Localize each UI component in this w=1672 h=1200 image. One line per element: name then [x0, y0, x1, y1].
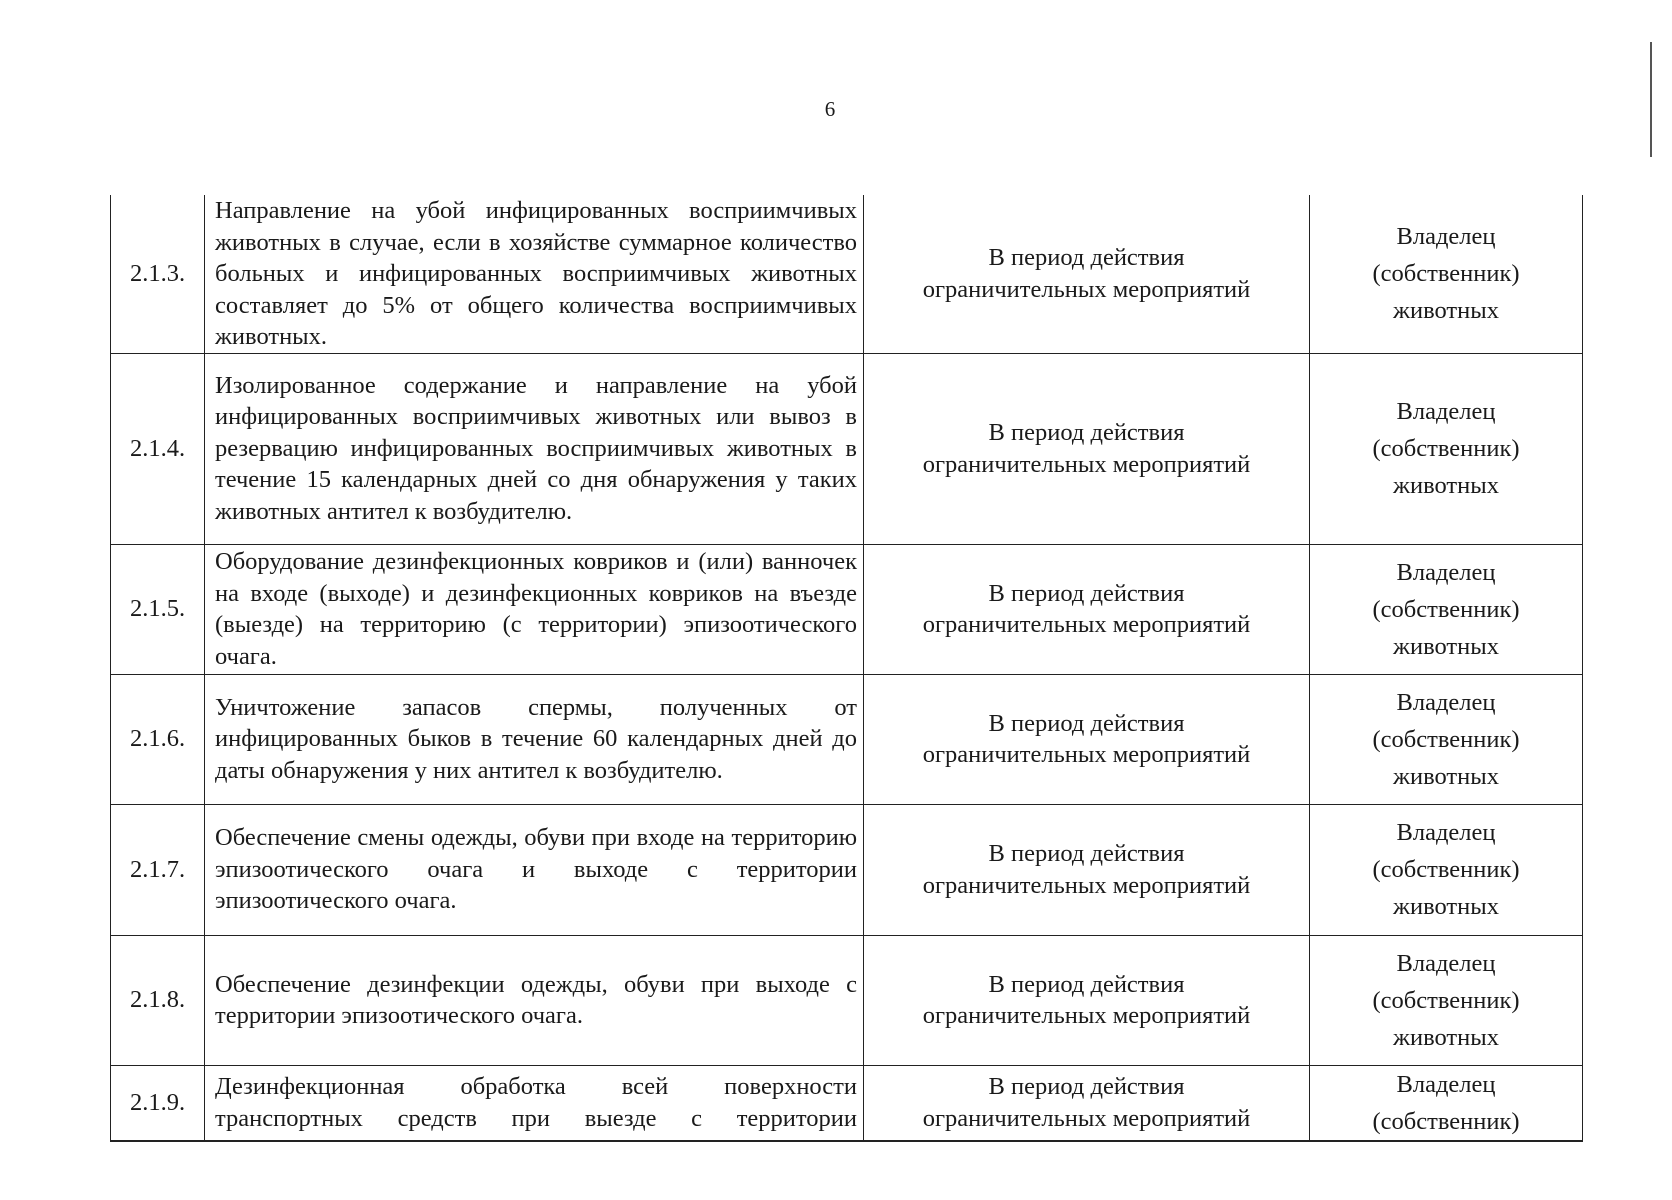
period-line: В период действия [988, 579, 1185, 607]
measure-description: Обеспечение дезинфекции одежды, обуви при выходе с территории эпизоотического очага. [205, 935, 864, 1065]
item-number: 2.1.3. [111, 195, 205, 353]
period-cell [864, 195, 1310, 353]
period-line: В период действия [988, 1073, 1185, 1100]
responsible-line: Владелец [1396, 819, 1496, 846]
period-line: В период действия [988, 970, 1185, 998]
responsible-cell [1310, 804, 1583, 935]
measure-description: Обеспечение смены одежды, обуви при входе на территорию эпизоотического очага и выходе с территории эпизоотического очага. [205, 804, 864, 935]
period-line: ограничительных мероприятий [922, 871, 1251, 899]
responsible-cell [1310, 935, 1583, 1065]
responsible-line: Владелец [1396, 949, 1496, 977]
responsible-line: (собственник) [1372, 725, 1520, 753]
period-cell [864, 353, 1310, 544]
item-number: 2.1.4. [111, 353, 205, 544]
responsible-line: животных [1393, 297, 1499, 325]
period-line: В период действия [988, 244, 1185, 272]
measures-table [110, 195, 1583, 1142]
period-cell [864, 935, 1310, 1065]
measure-description: Оборудование дезинфекционных ковриков и (или) ванночек на входе (выходе) и дезинфекционных ковриков на въезде (выезде) на территорию (с территории) эпизоотического очага. [205, 544, 864, 674]
table-row [111, 935, 1583, 1065]
period-line: В период действия [988, 840, 1185, 867]
table-row [111, 195, 1583, 353]
table-row [111, 804, 1583, 935]
measure-description: Направление на убой инфицированных восприимчивых животных в случае, если в хозяйстве суммарное количество больных и инфицированных восприимчивых животных составляет до 5% от общего количества восприимчивых животных. [205, 195, 864, 353]
period-line: ограничительных мероприятий [922, 1002, 1251, 1029]
period-cell [864, 544, 1310, 674]
table-row [111, 1065, 1583, 1141]
responsible-line: (собственник) [1372, 595, 1520, 623]
period-line: В период действия [988, 709, 1185, 737]
responsible-line: Владелец [1396, 398, 1496, 425]
measure-description: Уничтожение запасов спермы, полученных от инфицированных быков в течение 60 календарных дней до даты обнаружения у них антител к возбудителю. [205, 674, 864, 804]
page-number: 6 [824, 97, 836, 121]
item-number: 2.1.7. [111, 804, 205, 935]
responsible-line: (собственник) [1372, 986, 1520, 1014]
responsible-line: животных [1393, 472, 1499, 499]
responsible-line: (собственник) [1372, 1107, 1520, 1135]
scan-edge-line [1650, 42, 1652, 157]
period-cell [864, 1065, 1310, 1141]
responsible-line: животных [1393, 632, 1499, 660]
item-number: 2.1.8. [111, 935, 205, 1065]
measure-description: Изолированное содержание и направление на убой инфицированных восприимчивых животных или вывоз в резервацию инфицированных восприимчивых животных в течение 15 календарных дней со дня обнаружения у таких животных антител к возбудителю. [205, 353, 864, 544]
responsible-line: животных [1393, 1023, 1499, 1051]
table-row [111, 353, 1583, 544]
responsible-line: животных [1393, 762, 1499, 790]
period-line: ограничительных мероприятий [922, 611, 1251, 638]
period-line: ограничительных мероприятий [922, 741, 1251, 768]
item-number: 2.1.6. [111, 674, 205, 804]
period-line: ограничительных мероприятий [922, 1104, 1251, 1132]
period-line: ограничительных мероприятий [922, 275, 1251, 303]
period-line: ограничительных мероприятий [922, 450, 1251, 478]
table-row [111, 674, 1583, 804]
responsible-line: Владелец [1396, 688, 1496, 716]
table-row [111, 544, 1583, 674]
responsible-line: Владелец [1396, 1070, 1496, 1098]
responsible-line: (собственник) [1372, 260, 1520, 288]
responsible-cell [1310, 1065, 1583, 1141]
responsible-line: животных [1393, 893, 1499, 920]
responsible-line: Владелец [1396, 558, 1496, 586]
responsible-cell [1310, 674, 1583, 804]
period-cell [864, 804, 1310, 935]
responsible-line: (собственник) [1372, 435, 1520, 462]
responsible-line: (собственник) [1372, 856, 1520, 883]
item-number: 2.1.9. [111, 1065, 205, 1141]
responsible-cell [1310, 353, 1583, 544]
item-number: 2.1.5. [111, 544, 205, 674]
measure-description: Дезинфекционная обработка всей поверхности транспортных средств при выезде с территории [205, 1065, 864, 1141]
responsible-cell [1310, 544, 1583, 674]
responsible-line: Владелец [1396, 223, 1496, 251]
responsible-cell [1310, 195, 1583, 353]
period-cell [864, 674, 1310, 804]
period-line: В период действия [988, 419, 1185, 446]
